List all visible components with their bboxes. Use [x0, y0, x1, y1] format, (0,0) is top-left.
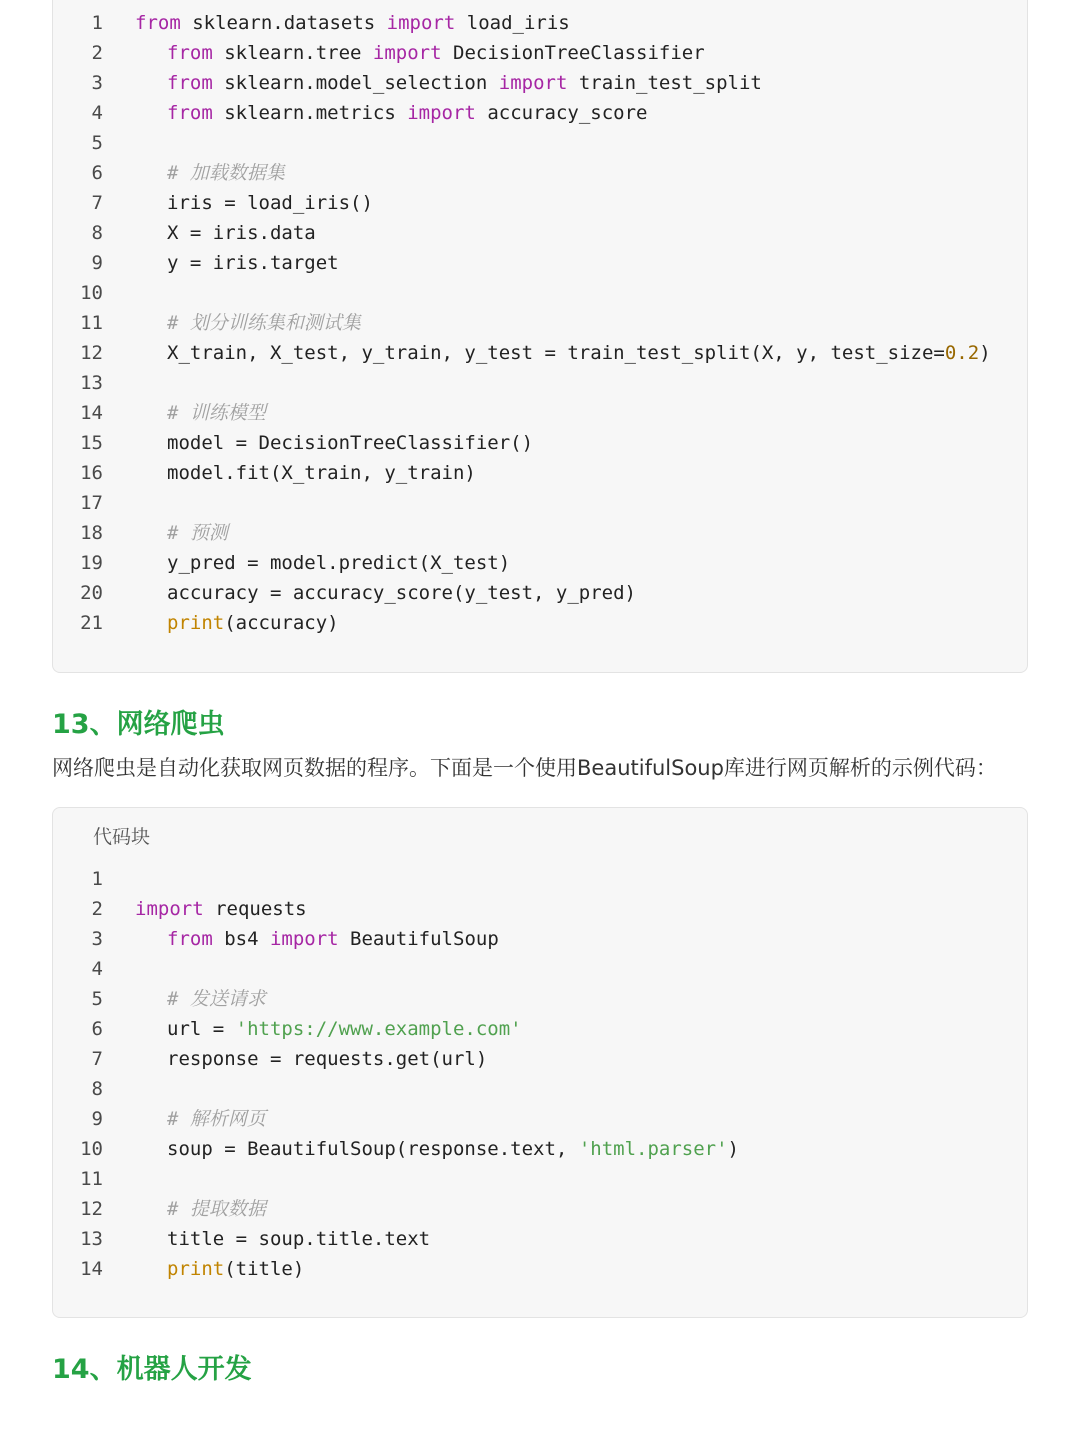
line-number: 11 — [80, 1168, 103, 1190]
code-lines — [53, 8, 1027, 638]
line-number: 21 — [80, 612, 103, 634]
code-token: soup = BeautifulSoup(response.text, — [167, 1138, 579, 1160]
code-line — [53, 68, 1027, 98]
code-text — [167, 1134, 739, 1164]
code-line — [53, 128, 1027, 158]
code-token: X_train, X_test, y_train, y_test = train_test_split(X, y, test_size= — [167, 342, 945, 364]
code-line — [53, 278, 1027, 308]
code-token: (accuracy) — [224, 612, 339, 634]
code-text — [167, 458, 476, 488]
line-number: 5 — [91, 988, 103, 1010]
code-text — [167, 1224, 430, 1254]
code-line — [53, 308, 1027, 338]
code-line — [53, 398, 1027, 428]
line-number: 7 — [91, 192, 103, 214]
code-text — [167, 218, 316, 248]
code-text — [135, 894, 307, 924]
code-text — [167, 924, 499, 954]
line-number: 17 — [80, 492, 103, 514]
line-number: 9 — [91, 252, 103, 274]
line-number: 2 — [91, 898, 103, 920]
code-line — [53, 218, 1027, 248]
code-token: BeautifulSoup — [338, 928, 499, 950]
code-block-iris — [52, 0, 1028, 673]
keyword-token: from — [167, 102, 213, 124]
code-comment — [167, 398, 266, 428]
code-text — [167, 1254, 304, 1284]
line-number: 5 — [91, 132, 103, 154]
keyword-token: import — [372, 42, 442, 64]
code-token: # 发送请求 — [167, 988, 266, 1010]
line-number: 8 — [91, 1078, 103, 1100]
line-number: 4 — [91, 102, 103, 124]
line-number: 6 — [91, 162, 103, 184]
code-line — [53, 548, 1027, 578]
line-number: 7 — [91, 1048, 103, 1070]
code-line — [53, 1044, 1027, 1074]
code-token: # 训练模型 — [167, 402, 266, 424]
line-number: 11 — [80, 312, 103, 334]
line-number: 12 — [80, 342, 103, 364]
line-number: 18 — [80, 522, 103, 544]
line-number: 12 — [80, 1198, 103, 1220]
line-number: 13 — [80, 372, 103, 394]
code-text — [167, 578, 636, 608]
line-number: 14 — [80, 402, 103, 424]
section-paragraph: 网络爬虫是自动化获取网页数据的程序。下面是一个使用BeautifulSoup库进行网页解析的示例代码： — [52, 756, 997, 780]
keyword-token: import — [386, 12, 456, 34]
code-line — [53, 1014, 1027, 1044]
code-token: y_pred = model.predict(X_test) — [167, 552, 511, 574]
code-token: X = iris.data — [167, 222, 316, 244]
code-token: (title) — [224, 1258, 305, 1280]
builtin-token: print — [167, 1258, 225, 1280]
code-line — [53, 248, 1027, 278]
code-comment — [167, 984, 266, 1014]
code-line — [53, 338, 1027, 368]
code-comment — [167, 308, 361, 338]
line-number: 9 — [91, 1108, 103, 1130]
code-text — [167, 248, 339, 278]
keyword-token: import — [269, 928, 339, 950]
code-line — [53, 458, 1027, 488]
code-line — [53, 368, 1027, 398]
line-number: 15 — [80, 432, 103, 454]
code-text — [167, 1014, 522, 1044]
code-line — [53, 608, 1027, 638]
line-number: 19 — [80, 552, 103, 574]
string-token: 'html.parser' — [578, 1138, 728, 1160]
code-line — [53, 518, 1027, 548]
code-line — [53, 98, 1027, 128]
code-text — [167, 1044, 487, 1074]
keyword-token: from — [167, 42, 213, 64]
code-line — [53, 8, 1027, 38]
line-number: 4 — [91, 958, 103, 980]
code-token: y = iris.target — [167, 252, 339, 274]
code-line — [53, 158, 1027, 188]
line-number: 8 — [91, 222, 103, 244]
code-token: # 划分训练集和测试集 — [167, 312, 361, 334]
code-line — [53, 1224, 1027, 1254]
line-number: 6 — [91, 1018, 103, 1040]
code-token: # 提取数据 — [167, 1198, 266, 1220]
line-number: 3 — [91, 928, 103, 950]
code-comment — [167, 1104, 266, 1134]
code-text — [167, 98, 647, 128]
code-token: iris = load_iris() — [167, 192, 373, 214]
code-token: response = requests.get(url) — [167, 1048, 488, 1070]
code-line — [53, 1254, 1027, 1284]
line-number: 1 — [91, 868, 103, 890]
code-text — [167, 608, 339, 638]
code-line — [53, 1194, 1027, 1224]
builtin-token: print — [167, 612, 225, 634]
line-number: 10 — [80, 282, 103, 304]
code-token: sklearn.model_selection — [212, 72, 499, 94]
code-token: # 预测 — [167, 522, 228, 544]
code-comment — [167, 1194, 266, 1224]
code-line — [53, 954, 1027, 984]
code-line — [53, 38, 1027, 68]
code-line — [53, 578, 1027, 608]
code-block-beautifulsoup — [52, 807, 1028, 1318]
code-token: sklearn.metrics — [212, 102, 408, 124]
line-number: 14 — [80, 1258, 103, 1280]
line-number: 16 — [80, 462, 103, 484]
code-line — [53, 188, 1027, 218]
code-token: train_test_split — [567, 72, 762, 94]
line-number: 13 — [80, 1228, 103, 1250]
code-line — [53, 864, 1027, 894]
code-comment — [167, 158, 285, 188]
line-number: 1 — [91, 12, 103, 34]
keyword-token: import — [407, 102, 476, 124]
code-text — [135, 8, 570, 38]
code-text — [167, 338, 991, 368]
code-comment — [167, 518, 228, 548]
code-line — [53, 1134, 1027, 1164]
number-token: 0.2 — [944, 342, 980, 364]
code-line — [53, 1164, 1027, 1194]
code-token: bs4 — [212, 928, 270, 950]
keyword-token: from — [167, 928, 213, 950]
code-line — [53, 1074, 1027, 1104]
code-text — [167, 548, 510, 578]
code-token: model = DecisionTreeClassifier() — [167, 432, 534, 454]
section-title-robot-dev: 14、机器人开发 — [52, 1354, 252, 1385]
code-token: load_iris — [455, 12, 570, 34]
code-text — [167, 68, 762, 98]
code-token: accuracy_score — [475, 102, 648, 124]
code-token: # 解析网页 — [167, 1108, 266, 1130]
code-token: model.fit(X_train, y_train) — [167, 462, 476, 484]
code-token: title = soup.title.text — [167, 1228, 431, 1250]
code-text — [167, 428, 533, 458]
code-token: ) — [727, 1138, 739, 1160]
code-line — [53, 894, 1027, 924]
code-token: ) — [979, 342, 991, 364]
code-token: accuracy = accuracy_score(y_test, y_pred) — [167, 582, 636, 604]
code-line — [53, 984, 1027, 1014]
code-token: requests — [203, 898, 307, 920]
line-number: 10 — [80, 1138, 103, 1160]
keyword-token: import — [135, 898, 204, 920]
line-number: 3 — [91, 72, 103, 94]
code-token: DecisionTreeClassifier — [441, 42, 705, 64]
code-line — [53, 924, 1027, 954]
code-text — [167, 38, 705, 68]
code-token: # 加载数据集 — [167, 162, 285, 184]
code-block-label: 代码块 — [93, 826, 151, 848]
code-lines — [53, 864, 1027, 1284]
code-line — [53, 488, 1027, 518]
keyword-token: import — [498, 72, 568, 94]
code-token: sklearn.tree — [212, 42, 373, 64]
string-token: 'https://www.example.com' — [235, 1018, 522, 1040]
code-line — [53, 428, 1027, 458]
section-title-web-crawler: 13、网络爬虫 — [52, 709, 225, 740]
code-token: url = — [167, 1018, 236, 1040]
keyword-token: from — [167, 72, 213, 94]
keyword-token: from — [135, 12, 181, 34]
line-number: 2 — [91, 42, 103, 64]
line-number: 20 — [80, 582, 103, 604]
code-token: sklearn.datasets — [180, 12, 387, 34]
code-line — [53, 1104, 1027, 1134]
code-text — [167, 188, 373, 218]
